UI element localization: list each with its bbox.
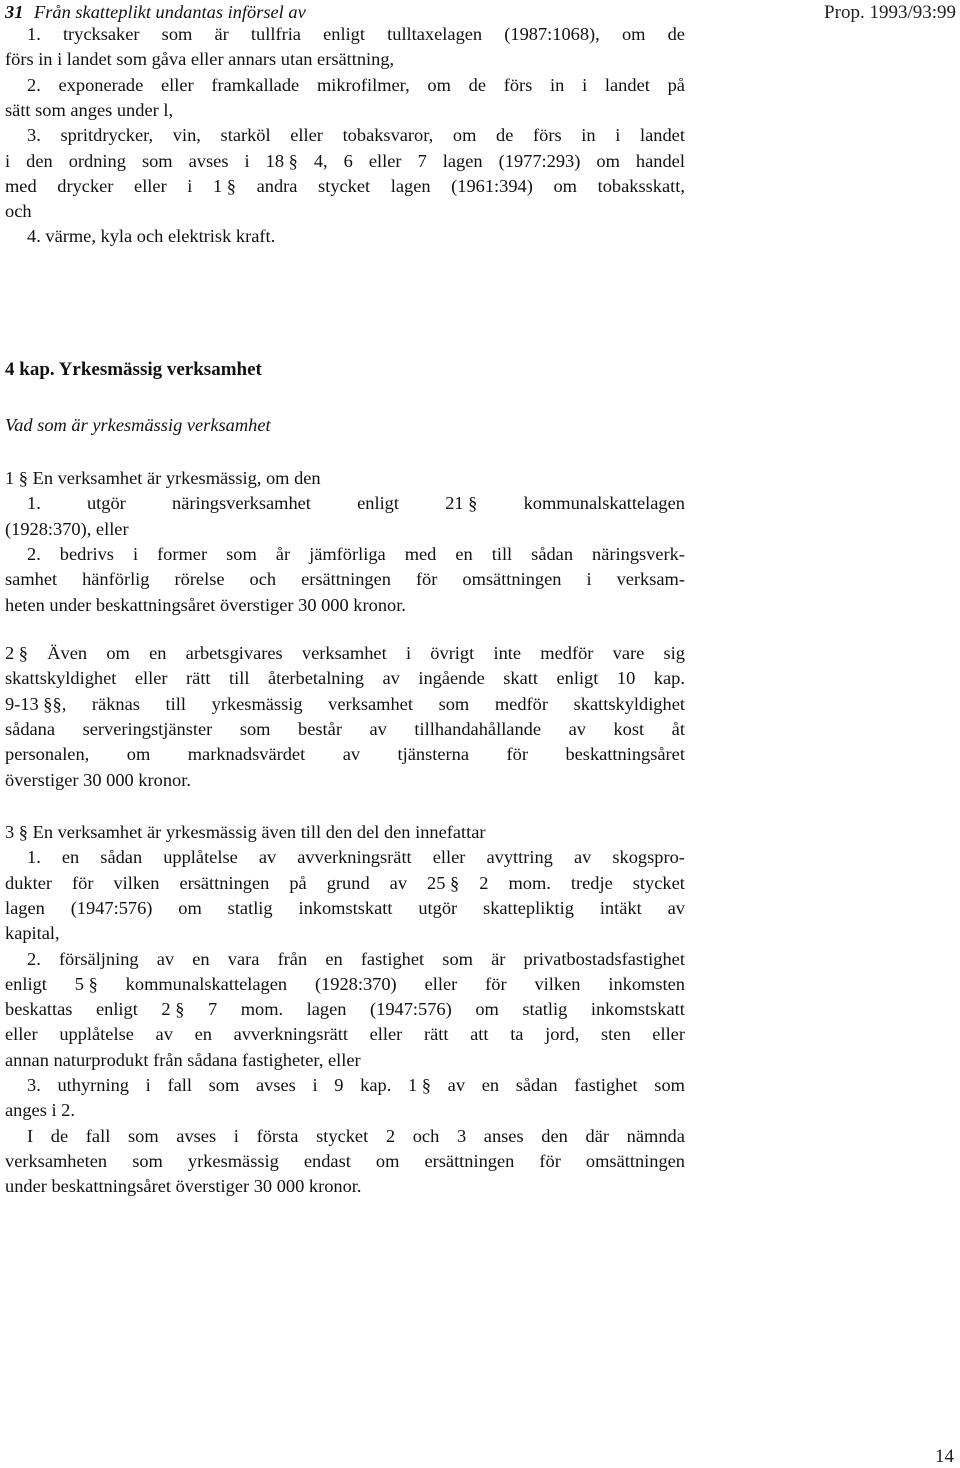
word: avyttring [486, 847, 553, 868]
word: 10 [616, 668, 636, 689]
word: i [244, 150, 250, 171]
word: 2 [479, 872, 489, 893]
text-line: förs in i landet som gåva eller annars utan ersättning, [5, 49, 395, 70]
word: om [375, 1150, 400, 1171]
word: avverkningsrätt [297, 847, 412, 868]
word: drycker [57, 175, 114, 196]
word: som [132, 1150, 163, 1171]
word: ersättningen [301, 569, 391, 590]
word: som [141, 150, 173, 171]
word: (1987:1068), [504, 24, 600, 44]
word: om [475, 999, 499, 1020]
text-line [5, 1022, 685, 1047]
text-line [5, 641, 685, 666]
word: näringsverksamhet [172, 493, 311, 514]
word: 2 [385, 1125, 396, 1146]
text-line [5, 1149, 685, 1174]
word: de [50, 1125, 69, 1146]
word: avses [188, 150, 229, 171]
word: 5 § [74, 973, 98, 994]
word: och [412, 1125, 440, 1146]
word: kommunalskattelagen [523, 493, 685, 514]
word: om [106, 643, 130, 663]
word: i [582, 74, 588, 95]
chapter-heading: 4 kap. Yrkesmässig verksamhet [5, 359, 262, 380]
word: första [256, 1125, 299, 1146]
word: grund [326, 872, 370, 893]
word: sten [601, 1024, 631, 1045]
word: (1928:370) [314, 973, 397, 994]
text-line: kapital, [5, 923, 60, 944]
word: de [468, 74, 486, 95]
text-line: och [5, 201, 32, 222]
word: 4, [313, 150, 328, 171]
text-line: (1928:370), eller [5, 518, 129, 539]
word: fall [167, 1075, 192, 1095]
word: former [157, 543, 208, 564]
text-line [5, 742, 685, 767]
word: verksamhet [301, 643, 387, 663]
word: lagen [390, 175, 431, 196]
word: som [442, 948, 473, 969]
word: 2. [27, 543, 41, 564]
word: vare [612, 643, 645, 663]
word: eller [424, 973, 458, 994]
word: 7 [417, 150, 427, 171]
word: serveringstjänster [82, 718, 213, 739]
word: om [178, 897, 202, 918]
word: av [389, 872, 408, 893]
word: räknas [91, 693, 140, 714]
word: eller [161, 74, 194, 95]
word: avses [255, 1075, 296, 1095]
chapter-subheading: Vad som är yrkesmässig verksamhet [5, 415, 271, 435]
word: om [427, 74, 451, 95]
word: (1947:576) [370, 999, 452, 1020]
word: skogspro- [612, 847, 685, 868]
word: kommunalskattelagen [125, 973, 288, 994]
word: för [415, 569, 438, 590]
word: om [126, 744, 151, 765]
word: av [667, 897, 685, 918]
word: landet [640, 125, 685, 146]
word: en [325, 948, 343, 969]
word: verksamhet [328, 693, 413, 714]
word: hänförlig [82, 569, 150, 590]
word: till [491, 543, 513, 564]
word: återbetalning [268, 668, 364, 689]
word: av [258, 847, 277, 868]
word: som [226, 543, 257, 564]
word: i [187, 175, 193, 196]
word: exponerade [58, 74, 144, 95]
word: uthyrning [57, 1075, 129, 1095]
word: (1977:293) [498, 150, 581, 171]
word: omsättningen [585, 1150, 685, 1171]
word: med [404, 543, 437, 564]
word: som [161, 24, 193, 44]
word: näringsverk- [592, 543, 685, 564]
word: skattskyldighet [5, 668, 117, 689]
word: förs [503, 74, 533, 95]
text-line [5, 997, 685, 1022]
word: 3. [27, 1075, 41, 1095]
word: om [596, 150, 620, 171]
text-line [27, 1073, 685, 1098]
text-line [5, 567, 685, 592]
text-line [5, 149, 685, 174]
word: år [275, 543, 291, 564]
word: för [72, 872, 94, 893]
word: fastighet [360, 948, 425, 969]
text-line [5, 972, 685, 997]
word: verksam- [616, 569, 685, 590]
word: enligt [357, 493, 399, 514]
word: inkomstskatt [590, 999, 685, 1020]
word: sådan [100, 847, 143, 868]
word: från [277, 948, 308, 969]
word: ingående [418, 668, 485, 689]
word: kap. [653, 668, 685, 689]
word: starköl [220, 125, 271, 146]
word: om [621, 24, 646, 44]
word: eller [5, 1024, 38, 1045]
word: 3. [27, 125, 41, 146]
text-line [5, 717, 685, 742]
word: rätt [423, 1024, 449, 1045]
word: för [485, 973, 507, 994]
word: (1961:394) [451, 175, 533, 196]
word: kap. [360, 1075, 392, 1095]
word: eller [134, 175, 167, 196]
word: som [208, 1075, 240, 1095]
word: inkomstskatt [298, 897, 393, 918]
text-line [5, 871, 685, 896]
word: trycksaker [62, 24, 140, 44]
word: övrigt [430, 643, 475, 663]
word: stycket [632, 872, 685, 893]
word: eller [652, 1024, 685, 1045]
word: bedrivs [59, 543, 114, 564]
word: eller [368, 150, 402, 171]
text-line: annan naturprodukt från sådana fastigheter, eller [5, 1049, 361, 1070]
word: stycket [318, 175, 371, 196]
page-number: 14 [935, 1446, 954, 1467]
word: eller [432, 847, 466, 868]
word: fastighet [574, 1075, 638, 1095]
text-line: 1 § En verksamhet är yrkesmässig, om den [5, 468, 321, 488]
word: enligt [5, 973, 47, 994]
text-line [27, 947, 685, 972]
text-line: 3 § En verksamhet är yrkesmässig även till den del den innefattar [5, 822, 486, 842]
word: enligt [95, 999, 138, 1020]
word: ordning [68, 150, 126, 171]
text-line [27, 22, 685, 47]
word: på [289, 872, 307, 893]
word: 3 [456, 1125, 467, 1146]
word: statlig [227, 897, 273, 918]
word: andra [256, 175, 298, 196]
word: yrkesmässig [211, 693, 303, 714]
word: utgör [418, 897, 458, 918]
text-line [27, 73, 685, 98]
word: för [539, 1150, 561, 1171]
word: om [553, 175, 577, 196]
word: 1 § [213, 175, 237, 196]
word: en [61, 847, 80, 868]
word: I [27, 1125, 34, 1146]
word: omsättningen [462, 569, 562, 590]
word: 1. [27, 847, 41, 868]
word: 18 § [265, 150, 298, 171]
word: utgör [86, 493, 126, 514]
word: 2. [27, 74, 41, 95]
word: sådan [515, 1075, 558, 1095]
word: sådana [5, 718, 56, 739]
text-line [27, 123, 685, 148]
word: i [132, 543, 139, 564]
text-line: överstiger 30 000 kronor. [5, 769, 191, 790]
word: samhet [5, 569, 58, 590]
word: på [667, 74, 685, 95]
word: arbetsgivares [185, 643, 283, 663]
word: till [165, 693, 186, 714]
word: in [550, 74, 565, 95]
word: kost [613, 718, 645, 739]
word: 2. [27, 948, 41, 969]
word: Även [47, 643, 88, 663]
word: personalen, [5, 744, 90, 765]
word: av [369, 718, 387, 739]
word: av [156, 948, 175, 969]
word: vilken [534, 973, 581, 994]
word: ersättningen [424, 1150, 515, 1171]
word: de [496, 125, 514, 146]
word: i [233, 1125, 239, 1146]
word: med [5, 175, 37, 196]
word: intäkt [599, 897, 642, 918]
word: upplåtelse [163, 847, 238, 868]
word: sådan [531, 543, 574, 564]
section-number: 31 [5, 2, 24, 22]
word: tullfria [250, 24, 301, 44]
word: av [155, 1024, 173, 1045]
word: som [654, 1075, 685, 1095]
word: består [298, 718, 342, 739]
word: av [447, 1075, 466, 1095]
text-line [27, 845, 685, 870]
word: marknadsvärdet [187, 744, 306, 765]
word: en [481, 1075, 500, 1095]
word: av [382, 668, 400, 689]
word: upplåtelse [59, 1024, 134, 1045]
word: avverkningsrätt [233, 1024, 348, 1045]
text-line: under beskattningsåret överstiger 30 000 kronor. [5, 1176, 362, 1197]
text-line [27, 1124, 685, 1149]
word: eller [134, 668, 168, 689]
word: som [239, 718, 271, 739]
word: privatbostadsfastighet [523, 948, 685, 969]
word: rörelse [174, 569, 225, 590]
word: 25 § [427, 872, 460, 893]
word: i [312, 1075, 318, 1095]
text-line [5, 896, 685, 921]
text-line [5, 692, 685, 717]
word: i [5, 150, 11, 171]
word: där [585, 1125, 609, 1146]
word: i [615, 125, 621, 146]
word: 1. [27, 493, 41, 514]
word: 2 § [5, 643, 28, 663]
word: förs [533, 125, 562, 146]
word: om [452, 125, 477, 146]
word: jord, [545, 1024, 580, 1045]
word: inkomsten [608, 973, 685, 994]
word: tobaksskatt, [597, 175, 685, 196]
word: in [581, 125, 596, 146]
word: handel [635, 150, 685, 171]
word: inte [493, 643, 522, 663]
word: i [145, 1075, 151, 1095]
word: vilken [113, 872, 160, 893]
text-line [27, 542, 685, 567]
word: skattepliktig [483, 897, 574, 918]
word: dukter [5, 872, 52, 893]
word: rätt [186, 668, 211, 689]
text-line [5, 174, 685, 199]
word: ta [510, 1024, 524, 1045]
word: en [149, 643, 167, 663]
word: av [342, 744, 361, 765]
word: av [568, 718, 586, 739]
word: 6 [343, 150, 353, 171]
word: yrkesmässig [187, 1150, 279, 1171]
word: tredje [570, 872, 613, 893]
word: 2 § [161, 999, 185, 1020]
word: jämförliga [309, 543, 386, 564]
word: vin, [172, 125, 201, 146]
word: och [249, 569, 277, 590]
word: skattskyldighet [573, 693, 685, 714]
word: nämnda [626, 1125, 685, 1146]
word: enligt [556, 668, 599, 689]
word: endast [303, 1150, 351, 1171]
word: 1. [27, 24, 41, 44]
word: stycket [316, 1125, 369, 1146]
word: vara [227, 948, 260, 969]
word: statlig [522, 999, 568, 1020]
word: den [26, 150, 53, 171]
text-line: 4. värme, kyla och elektrisk kraft. [27, 226, 276, 247]
word: anses [483, 1125, 524, 1146]
word: tillhandahållande [414, 718, 542, 739]
word: medför [494, 693, 548, 714]
word: mom. [240, 999, 284, 1020]
word: en [455, 543, 473, 564]
word: för [506, 744, 528, 765]
word: sig [663, 643, 685, 663]
word: avses [176, 1125, 217, 1146]
word: försäljning [58, 948, 139, 969]
word: tobaksvaror, [342, 125, 434, 146]
word: landet [604, 74, 650, 95]
proposition-reference: Prop. 1993/93:99 [824, 2, 956, 23]
word: i [405, 643, 412, 663]
word: eller [369, 1024, 403, 1045]
word: 9 [334, 1075, 344, 1095]
word: eller [290, 125, 323, 146]
word: är [214, 24, 229, 44]
word: en [194, 1024, 212, 1045]
word: att [470, 1024, 489, 1045]
word: till [229, 668, 250, 689]
word: spritdrycker, [60, 125, 154, 146]
word: lagen [5, 897, 45, 918]
word: den [541, 1125, 568, 1146]
word: 9-13 §§, [5, 693, 67, 714]
text-line: heten under beskattningsåret överstiger 30 000 kronor. [5, 594, 406, 615]
word: lagen [442, 150, 483, 171]
word: ersättningen [179, 872, 270, 893]
text-line: anges i 2. [5, 1100, 75, 1121]
word: tjänsterna [397, 744, 470, 765]
word: enligt [323, 24, 365, 44]
section-title-text: Från skatteplikt undantas införsel av [34, 2, 306, 22]
word: 1 § [408, 1075, 431, 1095]
word: fall [85, 1125, 111, 1146]
word: lagen [306, 999, 347, 1020]
word: beskattas [5, 999, 73, 1020]
word: mikrofilmer, [316, 74, 410, 95]
word: är [491, 948, 506, 969]
word: 7 [207, 999, 218, 1020]
word: av [573, 847, 592, 868]
word: (1947:576) [70, 897, 153, 918]
word: framkallade [211, 74, 300, 95]
word: tulltaxelagen [387, 24, 483, 44]
word: verksamheten [5, 1150, 108, 1171]
word: 21 § [445, 493, 478, 514]
word: åt [671, 718, 685, 739]
word: beskattningsåret [565, 744, 685, 765]
word: skatt [503, 668, 538, 689]
word: som [438, 693, 470, 714]
word: de [667, 24, 685, 44]
word: i [586, 569, 592, 590]
word: en [192, 948, 210, 969]
word: som [127, 1125, 159, 1146]
text-line: sätt som anges under l, [5, 99, 174, 120]
word: mom. [508, 872, 551, 893]
text-line [5, 666, 685, 691]
word: medför [540, 643, 594, 663]
text-line [27, 491, 685, 516]
